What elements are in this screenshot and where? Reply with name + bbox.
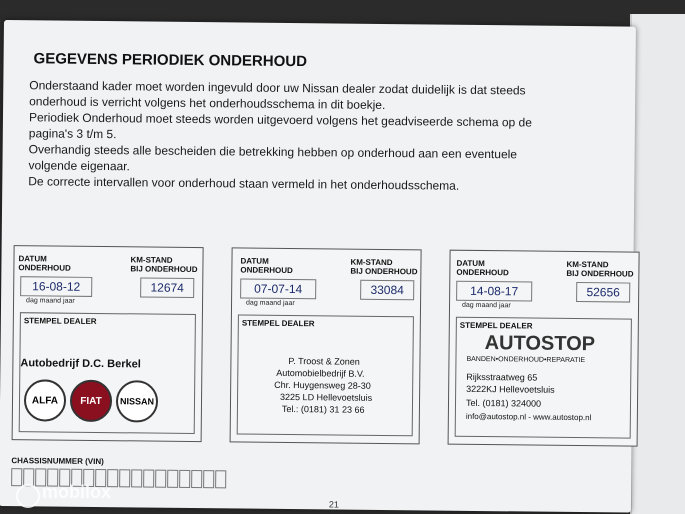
intro-line: De correcte intervallen voor onderhoud staan vermeld in het onderhoudsschema. <box>28 174 460 193</box>
intro-line: onderhoud is verricht volgens het onderhoudsschema in dit boekje. <box>29 94 386 112</box>
nissan-logo: NISSAN <box>116 380 158 422</box>
date-format-hint: dag maand jaar <box>462 301 511 310</box>
km-label: KM-STAND BIJ ONDERHOUD <box>130 255 198 275</box>
date-format-hint: dag maand jaar <box>26 297 75 305</box>
alfa-logo: ALFA <box>24 379 66 421</box>
stamp-line: Tel. (0181) 324000 <box>465 397 542 409</box>
stamp-line: info@autostop.nl - www.autostop.nl <box>465 411 592 423</box>
km-value: 12674 <box>140 277 195 298</box>
dealer-stamp <box>237 314 414 436</box>
service-record-3 <box>448 250 640 447</box>
date-format-hint: dag maand jaar <box>246 299 295 308</box>
service-record-2 <box>230 247 422 444</box>
date-value: 14-08-17 <box>456 281 533 302</box>
stamp-line: 3222KJ Hellevoetsluis <box>466 383 555 395</box>
stamp-line: Chr. Huygensweg 28-30 <box>274 379 371 391</box>
stamp-line: Rijksstraatweg 65 <box>466 371 538 383</box>
date-label: DATUM ONDERHOUD <box>456 258 509 278</box>
watermark-text: mobilox <box>42 482 112 502</box>
watermark-icon <box>16 484 40 508</box>
dealer-stamp <box>19 312 196 434</box>
stamp-line: Autobedrijf D.C. Berkel <box>20 357 141 371</box>
service-record-1 <box>12 245 204 442</box>
km-value: 33084 <box>360 280 415 301</box>
chassis-label: CHASSISNUMMER (VIN) <box>11 456 104 467</box>
stamp-line: Automobielbedrijf B.V. <box>276 367 365 379</box>
stamp-label: STEMPEL DEALER <box>23 316 97 326</box>
km-value: 52656 <box>576 282 631 303</box>
stamp-label: STEMPEL DEALER <box>241 318 315 329</box>
stamp-label: STEMPEL DEALER <box>459 320 533 331</box>
date-value: 07-07-14 <box>240 278 317 299</box>
intro-line: Periodiek Onderhoud moet steeds worden uitgevoerd volgens het geadviseerde schema op de <box>28 110 533 130</box>
stamp-line: BANDEN•ONDERHOUD•REPARATIE <box>466 355 586 365</box>
km-label: KM-STAND BIJ ONDERHOUD <box>350 257 418 277</box>
stamp-line: Tel.: (0181) 31 23 66 <box>281 403 365 415</box>
page-number: 21 <box>328 499 340 510</box>
service-booklet-page <box>0 20 636 513</box>
intro-line: volgende eigenaar. <box>28 158 130 174</box>
stamp-brand: AUTOSTOP <box>484 332 596 356</box>
date-label: DATUM ONDERHOUD <box>18 254 71 273</box>
stamp-line: 3225 LD Hellevoetsluis <box>280 391 373 403</box>
km-label: KM-STAND BIJ ONDERHOUD <box>566 259 634 279</box>
date-value: 16-08-12 <box>20 276 93 297</box>
dealer-stamp <box>455 317 632 439</box>
intro-line: pagina's 3 t/m 5. <box>28 126 117 142</box>
fiat-logo: FIAT <box>70 380 112 422</box>
intro-line: Overhandig steeds alle bescheiden die betrekking hebben op onderhoud aan een eventuele <box>28 142 518 162</box>
page-title: GEGEVENS PERIODIEK ONDERHOUD <box>33 50 308 71</box>
date-label: DATUM ONDERHOUD <box>240 256 293 276</box>
stamp-line: P. Troost & Zonen <box>288 355 360 367</box>
intro-line: Onderstaand kader moet worden ingevuld door uw Nissan dealer zodat duidelijk is dat steeds <box>29 78 526 98</box>
